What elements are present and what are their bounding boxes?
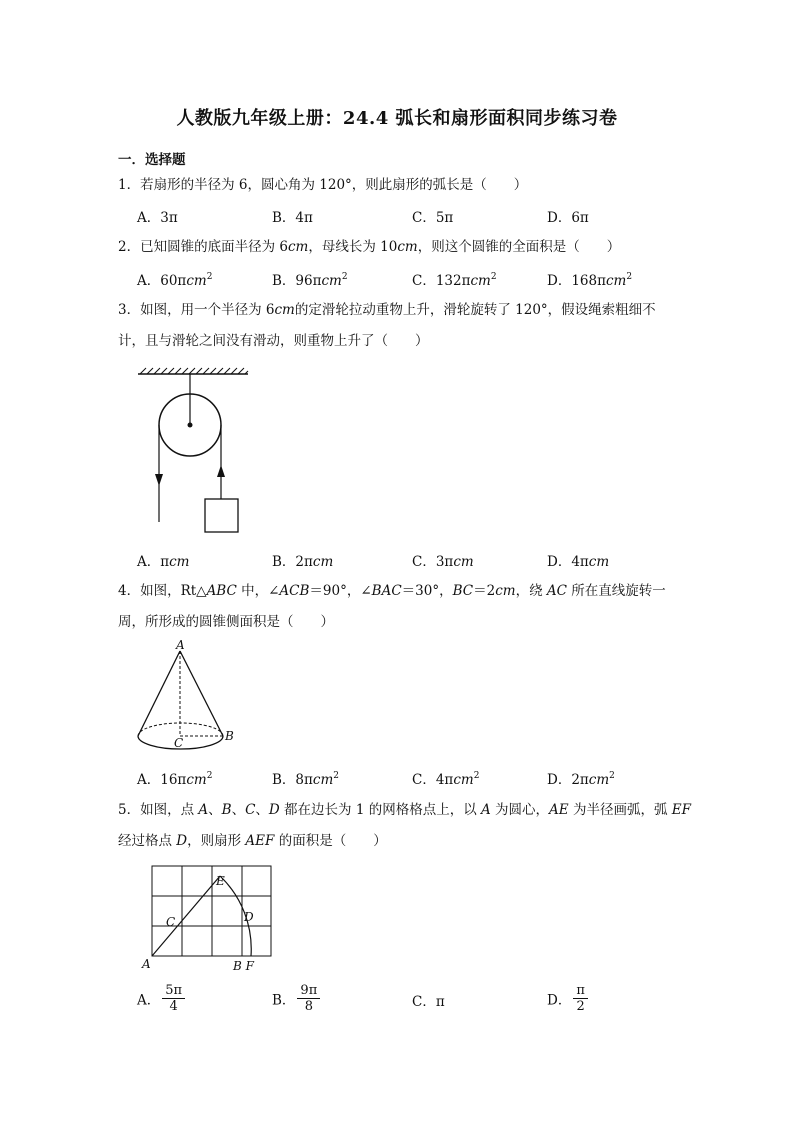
segment-ae bbox=[152, 876, 220, 956]
grid-label-e: E bbox=[216, 874, 225, 888]
arrow-up-icon bbox=[217, 465, 225, 477]
cone-figure bbox=[130, 636, 250, 756]
grid-label-bf: B F bbox=[233, 959, 254, 973]
q3-stem-line2: 计，且与滑轮之间没有滑动，则重物上升了（ ） bbox=[118, 333, 429, 349]
q5-stem-line1: 5．如图，点 A、B、C、D 都在边长为 1 的网格格点上，以 A 为圆心，AE 为半径画弧，弧 EF bbox=[118, 802, 691, 818]
section-heading: 一．选择题 bbox=[118, 152, 186, 168]
q5-option-c[interactable]: C．π bbox=[412, 994, 445, 1010]
q5-option-d[interactable]: D． $\frac{\pi}{2}$ bbox=[547, 983, 588, 1014]
q3-stem-line1: 3．如图，用一个半径为 6cm的定滑轮拉动重物上升，滑轮旋转了 120°，假设绳索粗细不 bbox=[118, 302, 656, 318]
cone-label-a: A bbox=[176, 638, 185, 652]
q1-option-a[interactable]: A．3π bbox=[137, 210, 178, 226]
pulley-figure bbox=[134, 362, 254, 537]
q5-stem-line2: 经过格点 D，则扇形 AEF 的面积是（ ） bbox=[118, 833, 387, 849]
q1-option-b[interactable]: B．4π bbox=[272, 210, 313, 226]
grid-label-a: A bbox=[142, 957, 151, 971]
q3-option-b[interactable]: B．2πcm bbox=[272, 554, 334, 570]
cone-slant-left bbox=[138, 651, 180, 736]
cone-base-back bbox=[138, 723, 223, 736]
q2-option-a[interactable]: A．60πcm$^2$ bbox=[137, 272, 213, 289]
q2-option-b[interactable]: B．96πcm$^2$ bbox=[272, 272, 348, 289]
q1-option-d[interactable]: D．6π bbox=[547, 210, 589, 226]
q5-option-a[interactable]: A． $\frac{5\pi}{4}$ bbox=[137, 983, 185, 1014]
arrow-down-icon bbox=[155, 474, 163, 486]
q1-stem: 1．若扇形的半径为 6，圆心角为 120°，则此扇形的弧长是（ ） bbox=[118, 177, 528, 193]
q4-option-d[interactable]: D．2πcm$^2$ bbox=[547, 771, 615, 788]
q4-option-c[interactable]: C．4πcm$^2$ bbox=[412, 771, 480, 788]
grid-label-c: C bbox=[166, 915, 176, 929]
grid-label-d: D bbox=[244, 910, 254, 924]
q2-option-d[interactable]: D．168πcm$^2$ bbox=[547, 272, 633, 289]
q1-option-c[interactable]: C．5π bbox=[412, 210, 454, 226]
pulley-axle bbox=[188, 423, 193, 428]
q4-option-a[interactable]: A．16πcm$^2$ bbox=[137, 771, 213, 788]
ceiling-hatching bbox=[138, 368, 248, 374]
cone-label-c: C bbox=[174, 736, 184, 750]
weight-box bbox=[205, 499, 238, 532]
q3-option-d[interactable]: D．4πcm bbox=[547, 554, 610, 570]
q2-stem: 2．已知圆锥的底面半径为 6cm，母线长为 10cm，则这个圆锥的全面积是（ ） bbox=[118, 239, 621, 255]
q2-option-c[interactable]: C．132πcm$^2$ bbox=[412, 272, 497, 289]
grid-figure bbox=[138, 858, 278, 974]
q4-stem-line1: 4．如图，Rt△ABC 中，∠ACB＝90°，∠BAC＝30°，BC＝2cm，绕 AC 所在直线旋转一 bbox=[118, 583, 666, 599]
cone-label-b: B bbox=[225, 729, 234, 743]
q4-option-b[interactable]: B．8πcm$^2$ bbox=[272, 771, 339, 788]
q3-option-a[interactable]: A．πcm bbox=[137, 554, 190, 570]
q5-option-b[interactable]: B． $\frac{9\pi}{8}$ bbox=[272, 983, 320, 1014]
page-title: 人教版九年级上册：24.4 弧长和扇形面积同步练习卷 bbox=[176, 108, 618, 129]
q3-option-c[interactable]: C．3πcm bbox=[412, 554, 474, 570]
q4-stem-line2: 周，所形成的圆锥侧面积是（ ） bbox=[118, 614, 334, 630]
